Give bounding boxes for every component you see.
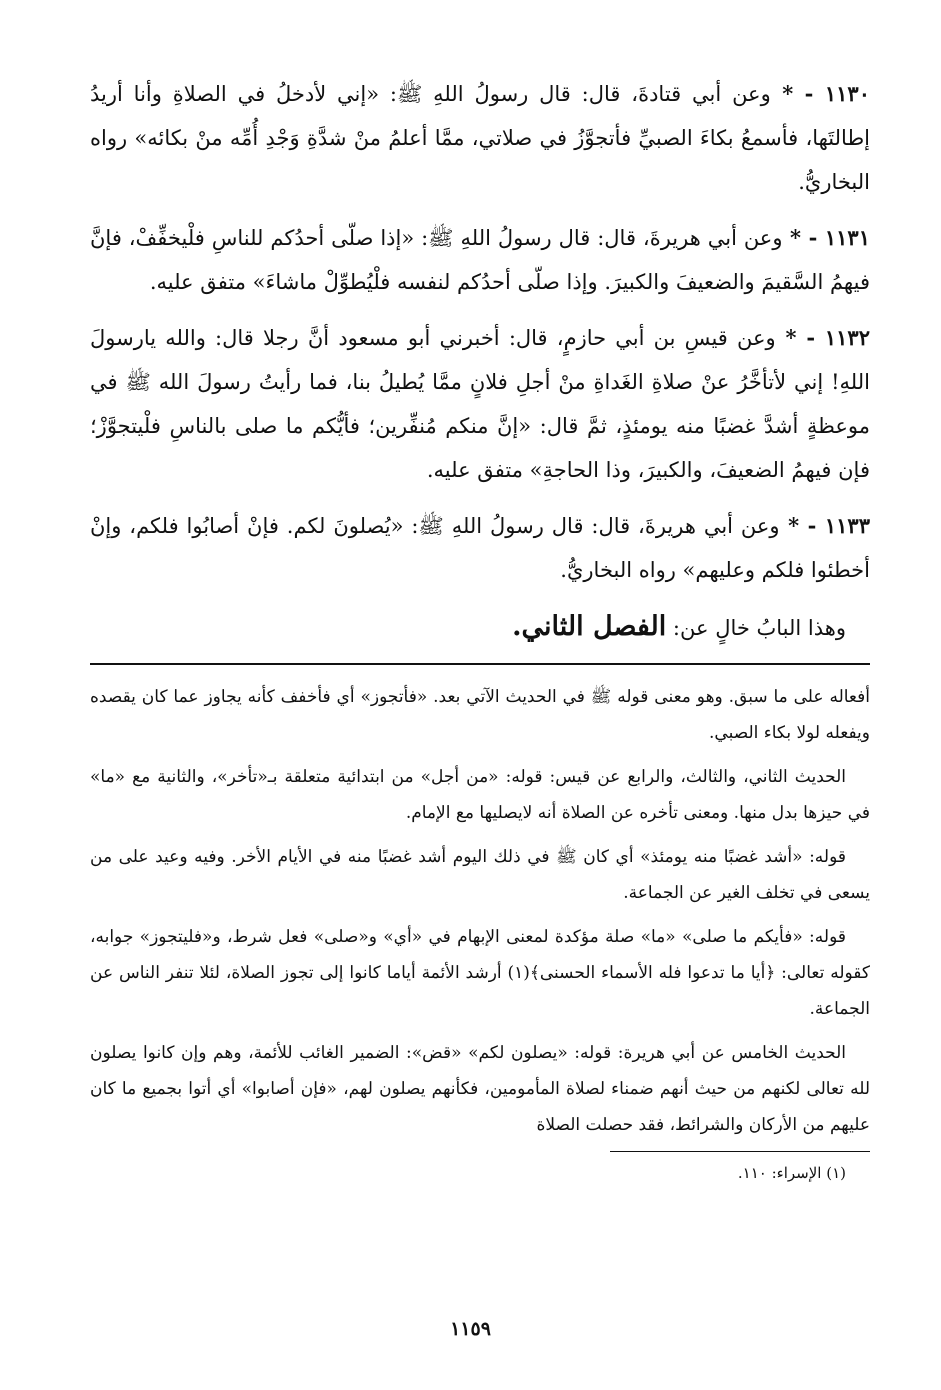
commentary-section <box>90 679 870 1143</box>
page-body <box>90 72 870 1188</box>
hadith-1132 <box>90 316 870 492</box>
hadith-1131 <box>90 216 870 304</box>
hadith-1133 <box>90 504 870 592</box>
commentary-paragraph: قوله: «فأيكم ما صلى» «ما» صلة مؤكدة لمعنى الإبهام في «أي» و«صلى» فعل شرط، و«فليتجوز» جوابه، كقوله تعالى: ﴿أيا ما تدعوا فله الأسماء الحسنى﴾(١) أرشد الأئمة أياما كانوا إلى تجوز الصلاة، لئلا تنفر الناس عن الجماعة. <box>90 927 870 1019</box>
hadith-number: ١١٣٠ - * <box>770 81 870 106</box>
page-number: ١١٥٩ <box>450 1318 491 1340</box>
hadith-text: وعن قيسِ بن أبي حازمٍ، قال: أخبرني أبو مسعود أنَّ رجلا قال: والله يارسولَ اللهِ! إني لأتأخَّرُ عنْ صلاةِ الغَداةِ منْ أجلِ فلانٍ ممَّا يُطيلُ بنا، فما رأيتُ رسولَ الله ﷺ في موعظةٍ أشدَّ غضبًا منه يومئذٍ، ثمَّ قال: «إنَّ منكم مُنفِّرين؛ فأيُّكم ما صلى بالناسِ فلْيتجوَّزْ؛ فإن فيهمُ الضعيفَ، والكبيرَ، وذا الحاجةِ» متفق عليه. <box>90 326 870 482</box>
hadith-text: وعن أبي هريرةَ، قال: قال رسولُ اللهِ ﷺ: «يُصلونَ لكم. فإنْ أصابُوا فلكم، وإنْ أخطئوا فلكم وعليهم» رواه البخاريُّ. <box>90 514 870 582</box>
hadith-number: ١١٣٣ - * <box>779 513 870 538</box>
chapter-note <box>90 604 870 651</box>
commentary-paragraph: قوله: «أشد غضبًا منه يومئذ» أي كان ﷺ في ذلك اليوم أشد غضبًا منه في الأيام الأخر. وفيه وعيد على من يسعى في تخلف الغير عن الجماعة. <box>90 847 870 903</box>
section-divider <box>90 663 870 665</box>
footnote-divider <box>610 1151 870 1152</box>
commentary-paragraph: أفعاله على ما سبق. وهو معنى قوله ﷺ في الحديث الآتي بعد. «فأتجوز» أي فأخفف كأنه يجاوز عما كان يقصده ويفعله لولا بكاء الصبي. <box>90 687 870 743</box>
footnote: (١) الإسراء: ١١٠. <box>737 1164 846 1182</box>
commentary-paragraph: الحديث الثاني، والثالث، والرابع عن قيس: قوله: «من أجل» من ابتدائية متعلقة بـ«تأخر»، والثانية مع «ما» في حيزها بدل منها. ومعنى تأخره عن الصلاة أنه لايصليها مع الإمام. <box>90 767 870 823</box>
hadith-1130 <box>90 72 870 204</box>
hadith-text: وعن أبي قتادةَ، قال: قال رسولُ اللهِ ﷺ: «إني لأدخلُ في الصلاةِ وأنا أريدُ إطالتَها، فأسمعُ بكاءَ الصبيِّ فأتجوَّزُ في صلاتي، ممَّا أعلمُ منْ شدَّةِ وَجْدِ أُمِّه منْ بكائه» رواه البخاريُّ. <box>90 82 870 194</box>
hadith-number: ١١٣١ - * <box>782 225 870 250</box>
commentary-paragraph: الحديث الخامس عن أبي هريرة: قوله: «يصلون لكم» «قض»: الضمير الغائب للأئمة، وهم وإن كانوا يصلون لله تعالى لكنهم من حيث أنهم ضمناء لصلاة المأمومين، فكأنهم يصلون لهم، «فإن أصابوا» أي أتوا بجميع ما كان عليهم من الأركان والشرائط، فقد حصلت الصلاة <box>90 1043 870 1135</box>
chapter-title: الفصل الثاني. <box>512 611 667 642</box>
hadith-number: ١١٣٢ - * <box>775 325 870 350</box>
chapter-note-prefix: وهذا البابُ خالٍ عن: <box>666 616 846 640</box>
hadith-text: وعن أبي هريرةَ، قال: قال رسولُ اللهِ ﷺ: «إذا صلّى أحدُكم للناسِ فلْيخفِّفْ، فإنَّ فيهمُ السَّقيمَ والضعيفَ والكبيرَ. وإذا صلّى أحدُكم لنفسه فلْيُطوِّلْ ماشاءَ» متفق عليه. <box>90 226 870 294</box>
hadith-section <box>90 72 870 651</box>
